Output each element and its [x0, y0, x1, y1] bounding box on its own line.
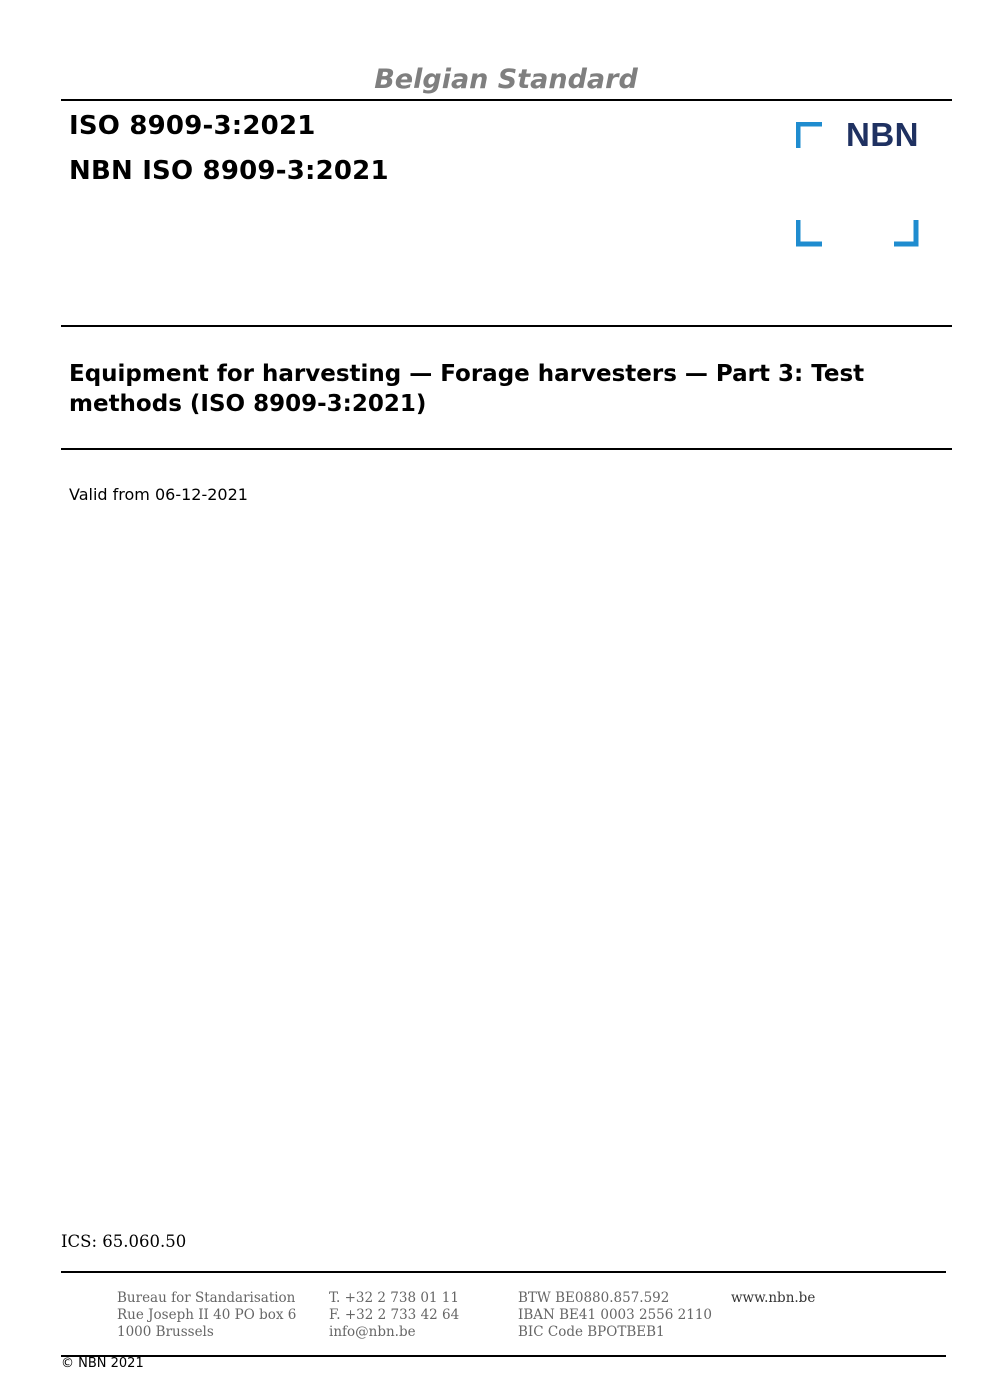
- ics-code: ICS: 65.060.50: [61, 1232, 187, 1251]
- footer-contact-block: [329, 1290, 459, 1341]
- footer-email[interactable]: info@nbn.be: [329, 1324, 416, 1340]
- footer-iban: IBAN BE41 0003 2556 2110: [518, 1307, 713, 1323]
- footer-vat: BTW BE0880.857.592: [518, 1290, 670, 1306]
- footer-website-block: [731, 1290, 815, 1307]
- title-bottom-divider: [61, 448, 952, 450]
- belgian-standard-banner: Belgian Standard: [374, 64, 638, 95]
- document-title-line-1: Equipment for harvesting — Forage harvesters — Part 3: Test: [69, 361, 865, 387]
- footer-fax: F. +32 2 733 42 64: [329, 1307, 460, 1323]
- footer-top-divider: [61, 1271, 946, 1273]
- footer-phone: T. +32 2 738 01 11: [329, 1290, 459, 1306]
- document-title-line-2: methods (ISO 8909-3:2021): [69, 391, 427, 417]
- logo-text: NBN: [846, 116, 919, 153]
- valid-from-date: Valid from 06-12-2021: [69, 485, 248, 504]
- footer-bic: BIC Code BPOTBEB1: [518, 1324, 665, 1340]
- header-divider: [61, 99, 952, 101]
- footer-city: 1000 Brussels: [117, 1324, 214, 1340]
- nbn-standard-number: NBN ISO 8909-3:2021: [69, 156, 389, 186]
- iso-standard-number: ISO 8909-3:2021: [69, 111, 316, 141]
- title-top-divider: [61, 325, 952, 327]
- footer-org-name: Bureau for Standarisation: [117, 1290, 296, 1306]
- footer-bank-block: [518, 1290, 712, 1341]
- footer-website-link[interactable]: www.nbn.be: [731, 1290, 816, 1306]
- footer-bottom-divider: [61, 1355, 946, 1357]
- document-title: [69, 359, 929, 419]
- copyright-notice: © NBN 2021: [61, 1356, 144, 1371]
- footer-street: Rue Joseph II 40 PO box 6: [117, 1307, 297, 1323]
- footer-address-block: [117, 1290, 296, 1341]
